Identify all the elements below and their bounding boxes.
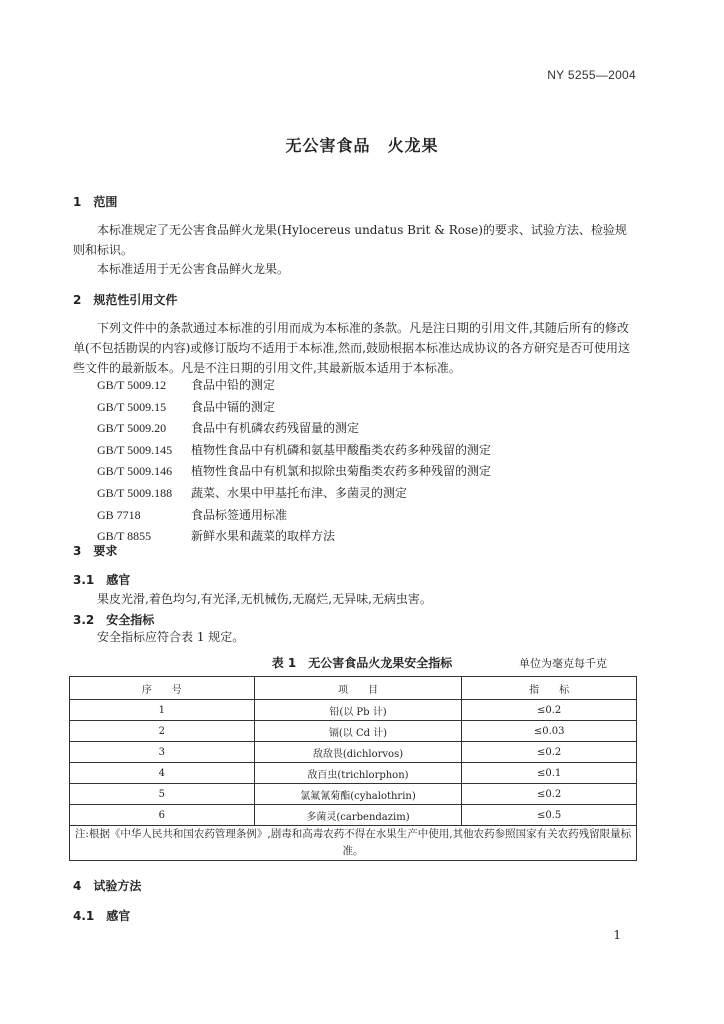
table-cell: 镉(以 Cd 计): [254, 721, 462, 742]
table-note: 注:根据《中华人民共和国农药管理条例》,剧毒和高毒农药不得在水果生产中使用,其他农药参照国家有关农药残留限量标准。: [70, 826, 637, 861]
reference-title: 植物性食品中有机磷和氨基甲酸酯类农药多种残留的测定: [191, 442, 492, 457]
table-cell: 1: [70, 700, 255, 721]
table-cell: 铅(以 Pb 计): [254, 700, 462, 721]
reference-item: [97, 375, 491, 397]
table-cell: 5: [70, 784, 255, 805]
section-2-heading: 2 规范性引用文件: [73, 293, 178, 307]
reference-code: GB/T 5009.15: [97, 399, 167, 414]
reference-code: GB/T 5009.12: [97, 378, 167, 392]
table-cell: ≤0.5: [462, 805, 637, 826]
reference-code: GB/T 8855: [97, 529, 152, 544]
table-cell: ≤0.2: [462, 700, 637, 721]
table-row: [70, 784, 637, 805]
table-unit: 单位为毫克每千克: [519, 657, 607, 670]
page-title: 无公害食品 火龙果: [285, 136, 439, 155]
table-cell: 6: [70, 805, 255, 826]
reference-list: [97, 375, 491, 548]
reference-code: GB/T 5009.145: [97, 442, 173, 457]
section-1-heading: 1 范围: [73, 195, 118, 209]
section-3-heading: 3 要求: [73, 544, 118, 558]
table-cell: 敌百虫(trichlorphon): [254, 763, 462, 784]
section-2-paragraph: 下列文件中的条款通过本标准的引用而成为本标准的条款。凡是注日期的引用文件,其随后所有的修改单(不包括勘误的内容)或修订版均不适用于本标准,然而,鼓励根据本标准达成协议的各方研究是否可使用这些文件的最新版本。凡是不注日期的引用文件,其最新版本适用于本标准。: [73, 321, 630, 375]
section-3-1-heading: 3.1 感官: [73, 573, 131, 587]
section-3-2-text: 安全指标应符合表 1 规定。: [97, 630, 245, 644]
table-note-row: [70, 826, 637, 861]
table-caption: 表 1 无公害食品火龙果安全指标: [271, 656, 453, 670]
reference-title: 蔬菜、水果中甲基托布津、多菌灵的测定: [191, 485, 408, 500]
reference-item: [97, 461, 491, 483]
table-cell: ≤0.03: [462, 721, 637, 742]
table-cell: 敌敌畏(dichlorvos): [254, 742, 462, 763]
table-row: [70, 742, 637, 763]
section-4-heading: 4 试验方法: [73, 879, 142, 893]
table-row: [70, 721, 637, 742]
table-header-cell: 指 标: [462, 677, 637, 700]
reference-title: 食品标签通用标准: [191, 507, 288, 522]
reference-item: [97, 440, 491, 462]
reference-code: GB 7718: [97, 507, 141, 522]
reference-item: [97, 483, 491, 505]
table-cell: ≤0.2: [462, 784, 637, 805]
reference-item: [97, 526, 491, 548]
table-cell: ≤0.1: [462, 763, 637, 784]
reference-title: 食品中有机磷农药残留量的测定: [191, 421, 360, 436]
table-cell: ≤0.2: [462, 742, 637, 763]
table-row: [70, 763, 637, 784]
reference-title: 植物性食品中有机氯和拟除虫菊酯类农药多种残留的测定: [191, 464, 492, 479]
reference-title: 食品中镉的测定: [191, 399, 276, 414]
section-1-paragraph-1: 本标准规定了无公害食品鲜火龙果(Hylocereus undatus Brit & Rose)的要求、试验方法、检验规则和标识。: [73, 223, 627, 257]
reference-code: GB/T 5009.146: [97, 464, 173, 479]
safety-index-table: [69, 676, 637, 861]
reference-title: 食品中铅的测定: [191, 378, 276, 392]
table-header-cell: 项 目: [254, 677, 462, 700]
reference-code: GB/T 5009.20: [97, 421, 167, 436]
section-4-1-heading: 4.1 感官: [73, 909, 131, 923]
reference-item: [97, 418, 491, 440]
section-3-1-text: 果皮光滑,着色均匀,有光泽,无机械伤,无腐烂,无异味,无病虫害。: [97, 592, 432, 606]
standard-code: NY 5255—2004: [547, 68, 636, 82]
table-cell: 氯氟氰菊酯(cyhalothrin): [254, 784, 462, 805]
table-header-cell: 序 号: [70, 677, 255, 700]
table-cell: 2: [70, 721, 255, 742]
table-row: [70, 805, 637, 826]
table-cell: 多菌灵(carbendazim): [254, 805, 462, 826]
reference-item: [97, 505, 491, 527]
reference-item: [97, 397, 491, 419]
table-header-row: [70, 677, 637, 700]
table-cell: 4: [70, 763, 255, 784]
reference-code: GB/T 5009.188: [97, 485, 173, 500]
reference-title: 新鲜水果和蔬菜的取样方法: [191, 529, 336, 544]
page-footer-number: 1: [613, 928, 621, 942]
table-cell: 3: [70, 742, 255, 763]
section-3-2-heading: 3.2 安全指标: [73, 613, 155, 627]
table-row: [70, 700, 637, 721]
section-1-paragraph-2: 本标准适用于无公害食品鲜火龙果。: [97, 262, 290, 276]
